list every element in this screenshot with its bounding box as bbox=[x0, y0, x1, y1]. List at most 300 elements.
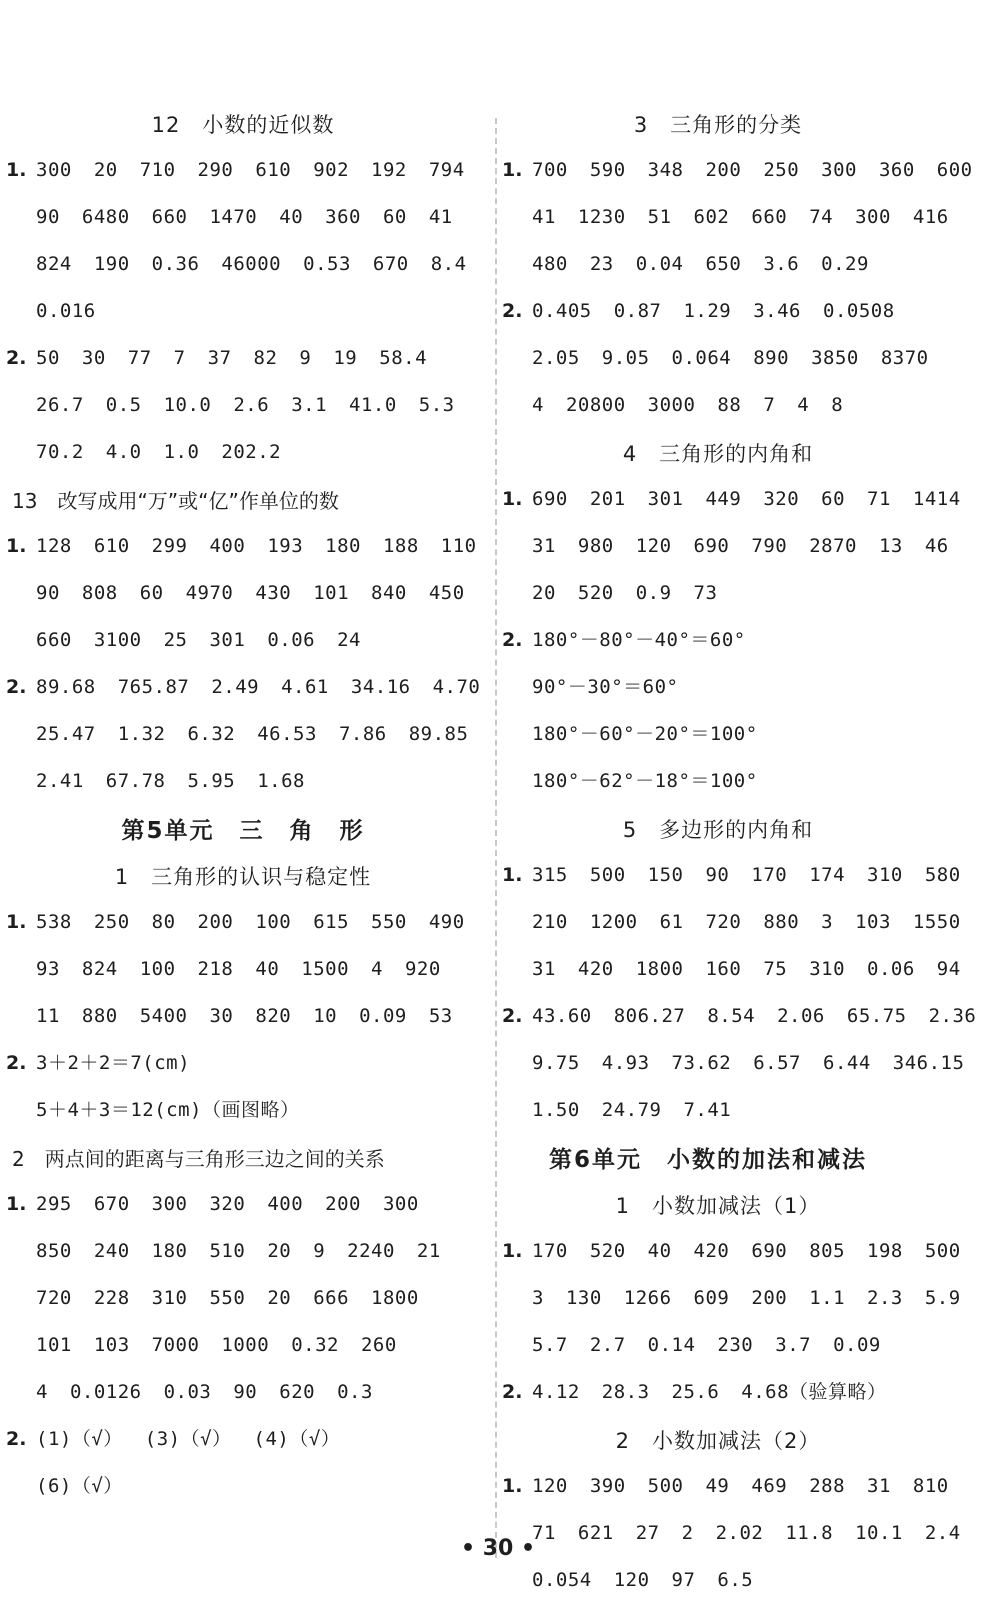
answer-value: 210 bbox=[532, 911, 568, 933]
answer-value: 201 bbox=[589, 488, 626, 510]
exercise-item bbox=[500, 1463, 996, 1604]
answer-value: 4.61 bbox=[281, 676, 329, 698]
unit-title: 第5单元 三 角 形 bbox=[121, 818, 365, 844]
answer-value: 1414 bbox=[912, 488, 961, 510]
exercise-item bbox=[0, 1040, 486, 1134]
answer-value: 3.7 bbox=[775, 1334, 812, 1356]
answer-value: 240 bbox=[93, 1240, 130, 1262]
answer-value: 2240 bbox=[347, 1240, 395, 1262]
answer-value: 100 bbox=[139, 958, 176, 980]
answer-value: 200 bbox=[325, 1193, 361, 1215]
answer-value: 80 bbox=[151, 911, 176, 933]
answer-value: 300 bbox=[855, 206, 891, 228]
answer-row bbox=[0, 429, 486, 476]
exercise-item bbox=[0, 523, 486, 664]
answer-value: 24.79 bbox=[601, 1099, 662, 1121]
answer-value: 3＋2＋2＝7(cm) bbox=[36, 1052, 191, 1074]
answer-value: 290 bbox=[197, 159, 234, 181]
answer-row bbox=[500, 570, 996, 617]
answer-row bbox=[500, 852, 996, 899]
answer-row bbox=[0, 1275, 486, 1322]
answer-value: 2.7 bbox=[589, 1334, 626, 1356]
answer-value: 670 bbox=[93, 1193, 130, 1215]
answer-value: 348 bbox=[647, 159, 684, 181]
answer-value: 2870 bbox=[809, 535, 857, 557]
answer-value: 6480 bbox=[81, 206, 130, 228]
answer-value: 430 bbox=[255, 582, 292, 604]
answer-value: 0.5 bbox=[105, 394, 142, 416]
answer-value: 27 bbox=[635, 1522, 660, 1544]
answer-value: 4 bbox=[532, 394, 544, 416]
answer-value: 720 bbox=[36, 1287, 72, 1309]
answer-row bbox=[0, 664, 486, 711]
answer-row bbox=[0, 1463, 486, 1510]
answer-value: 500 bbox=[647, 1475, 684, 1497]
answer-value: 660 bbox=[751, 206, 788, 228]
answer-value: (6)（√） bbox=[36, 1475, 123, 1497]
answer-value: 0.0508 bbox=[823, 300, 895, 322]
answer-value: 620 bbox=[279, 1381, 316, 1403]
answer-value: 25.6 bbox=[671, 1381, 720, 1403]
answer-value: 9.05 bbox=[601, 347, 650, 369]
answer-value: 1800 bbox=[371, 1287, 419, 1309]
answer-value: 880 bbox=[763, 911, 800, 933]
answer-row bbox=[500, 993, 996, 1040]
answer-value: 74 bbox=[809, 206, 834, 228]
answer-row bbox=[0, 288, 486, 335]
section-title: 1 小数加减法（1） bbox=[615, 1193, 821, 1218]
answer-value: 2.06 bbox=[777, 1005, 825, 1027]
answer-value: 170 bbox=[532, 1240, 568, 1262]
exercise-item bbox=[500, 288, 996, 429]
answer-value: 4970 bbox=[185, 582, 234, 604]
answer-value: 4 bbox=[371, 958, 383, 980]
answer-value: 420 bbox=[693, 1240, 730, 1262]
answer-value: 2.02 bbox=[715, 1522, 764, 1544]
answer-value: 30 bbox=[81, 347, 106, 369]
section bbox=[0, 476, 486, 805]
answer-row bbox=[0, 711, 486, 758]
answer-value: 170 bbox=[751, 864, 788, 886]
answer-value: 28.3 bbox=[601, 1381, 650, 1403]
answer-value: 700 bbox=[532, 159, 568, 181]
answer-value: (1)（√） bbox=[36, 1428, 123, 1450]
exercise-number: 1. bbox=[6, 535, 27, 557]
answer-row bbox=[500, 758, 996, 805]
answer-value: 690 bbox=[693, 535, 730, 557]
answer-value: 88 bbox=[717, 394, 742, 416]
answer-value: 90 bbox=[36, 582, 60, 604]
answer-value: 0.09 bbox=[833, 1334, 881, 1356]
answer-value: 198 bbox=[867, 1240, 903, 1262]
answer-value: 20 bbox=[267, 1287, 292, 1309]
answer-value: 4.0 bbox=[105, 441, 142, 463]
exercise-number: 2. bbox=[502, 629, 523, 651]
answer-value: 41 bbox=[428, 206, 453, 228]
answer-value: 0.06 bbox=[867, 958, 915, 980]
answer-row bbox=[0, 570, 486, 617]
answer-value: 101 bbox=[313, 582, 350, 604]
answer-value: 890 bbox=[753, 347, 790, 369]
answer-value: 806.27 bbox=[613, 1005, 686, 1027]
answer-value: 19 bbox=[333, 347, 358, 369]
answer-row bbox=[0, 1416, 486, 1463]
answer-value: 650 bbox=[705, 253, 742, 275]
answer-value: 40 bbox=[279, 206, 304, 228]
answer-row bbox=[500, 523, 996, 570]
answer-value: 0.3 bbox=[337, 1381, 373, 1403]
answer-value: 5＋4＋3＝12(cm)（画图略） bbox=[36, 1099, 300, 1121]
exercise-number: 1. bbox=[502, 488, 523, 510]
answer-value: 71 bbox=[532, 1522, 556, 1544]
answer-value: 320 bbox=[209, 1193, 246, 1215]
answer-value: 200 bbox=[197, 911, 234, 933]
exercise-number: 1. bbox=[502, 159, 523, 181]
answer-value: 73.62 bbox=[671, 1052, 732, 1074]
answer-value: 20 bbox=[267, 1240, 292, 1262]
answer-row bbox=[500, 946, 996, 993]
answer-value: 301 bbox=[647, 488, 684, 510]
answer-value: 61 bbox=[659, 911, 684, 933]
answer-row bbox=[500, 1040, 996, 1087]
answer-row bbox=[500, 194, 996, 241]
answer-value: 0.87 bbox=[613, 300, 662, 322]
answer-row bbox=[500, 1322, 996, 1369]
answer-value: 13 bbox=[878, 535, 903, 557]
answer-value: 3100 bbox=[93, 629, 142, 651]
answer-row bbox=[500, 664, 996, 711]
answer-value: 7.41 bbox=[683, 1099, 732, 1121]
answer-row bbox=[0, 899, 486, 946]
answer-value: 103 bbox=[93, 1334, 130, 1356]
answer-value: 0.0126 bbox=[69, 1381, 142, 1403]
section bbox=[500, 805, 996, 1134]
answer-value: 11.8 bbox=[785, 1522, 834, 1544]
answer-value: 46.53 bbox=[257, 723, 317, 745]
answer-value: 4 bbox=[797, 394, 810, 416]
answer-value: 1200 bbox=[589, 911, 638, 933]
answer-row bbox=[0, 617, 486, 664]
answer-value: 902 bbox=[313, 159, 350, 181]
answer-value: 0.29 bbox=[821, 253, 869, 275]
answer-value: 2 bbox=[681, 1522, 694, 1544]
exercise-number: 1. bbox=[6, 159, 27, 181]
answer-value: 0.016 bbox=[36, 300, 96, 322]
answer-value: 295 bbox=[36, 1193, 72, 1215]
answer-value: 128 bbox=[36, 535, 72, 557]
exercise-number: 2. bbox=[502, 300, 523, 322]
answer-value: 510 bbox=[209, 1240, 246, 1262]
answer-value: 660 bbox=[36, 629, 72, 651]
answer-value: 53 bbox=[428, 1005, 453, 1027]
exercise-item bbox=[0, 899, 486, 1040]
answer-value: 520 bbox=[577, 582, 614, 604]
answer-value: 51 bbox=[647, 206, 672, 228]
exercise-number: 2. bbox=[6, 347, 27, 369]
answer-value: 75 bbox=[763, 958, 788, 980]
answer-value: 3 bbox=[532, 1287, 544, 1309]
answer-value: 25.47 bbox=[36, 723, 96, 745]
answer-value: 3 bbox=[821, 911, 834, 933]
answer-value: 0.054 bbox=[532, 1569, 592, 1591]
answer-value: 200 bbox=[751, 1287, 788, 1309]
answer-row bbox=[0, 946, 486, 993]
answer-value: 180°－60°－20°＝100° bbox=[532, 723, 758, 745]
answer-value: 260 bbox=[360, 1334, 397, 1356]
answer-value: 1.0 bbox=[163, 441, 200, 463]
answer-value: 8370 bbox=[880, 347, 929, 369]
answer-value: 4 bbox=[36, 1381, 48, 1403]
answer-value: 193 bbox=[267, 535, 304, 557]
answer-value: 538 bbox=[36, 911, 72, 933]
section bbox=[500, 1416, 996, 1604]
answer-value: 300 bbox=[821, 159, 857, 181]
answer-value: 65.75 bbox=[846, 1005, 907, 1027]
answer-value: 1.1 bbox=[809, 1287, 846, 1309]
answer-value: 9 bbox=[313, 1240, 326, 1262]
answer-value: 880 bbox=[81, 1005, 118, 1027]
answer-value: 1266 bbox=[623, 1287, 672, 1309]
answer-value: 40 bbox=[647, 1240, 672, 1262]
answer-value: 9 bbox=[299, 347, 312, 369]
answer-value: 5.3 bbox=[418, 394, 455, 416]
answer-value: 41 bbox=[532, 206, 556, 228]
answer-value: 0.36 bbox=[151, 253, 200, 275]
answer-value: 3.6 bbox=[763, 253, 800, 275]
answer-value: 0.405 bbox=[532, 300, 592, 322]
answer-value: 160 bbox=[705, 958, 742, 980]
answer-value: 1000 bbox=[221, 1334, 270, 1356]
answer-row bbox=[500, 1557, 996, 1604]
answer-value: 400 bbox=[209, 535, 246, 557]
exercise-number: 1. bbox=[502, 1475, 523, 1497]
answer-row bbox=[0, 758, 486, 805]
answer-value: 490 bbox=[428, 911, 465, 933]
answer-value: 310 bbox=[867, 864, 903, 886]
answer-row bbox=[0, 1322, 486, 1369]
answer-value: 20800 bbox=[565, 394, 626, 416]
answer-value: 60 bbox=[382, 206, 407, 228]
answer-value: 190 bbox=[93, 253, 130, 275]
answer-value: 90 bbox=[36, 206, 60, 228]
answer-value: 60 bbox=[139, 582, 164, 604]
answer-value: 416 bbox=[912, 206, 949, 228]
section bbox=[500, 1181, 996, 1416]
answer-value: 25 bbox=[163, 629, 188, 651]
answer-value: 1.29 bbox=[683, 300, 732, 322]
exercise-number: 1. bbox=[6, 911, 27, 933]
answer-value: 4.68（验算略） bbox=[741, 1381, 887, 1403]
answer-value: 710 bbox=[139, 159, 176, 181]
answer-value: 690 bbox=[532, 488, 568, 510]
answer-value: 5400 bbox=[139, 1005, 188, 1027]
answer-value: 820 bbox=[255, 1005, 292, 1027]
answer-value: 5.95 bbox=[187, 770, 236, 792]
answer-value: 20 bbox=[532, 582, 556, 604]
answer-value: 600 bbox=[936, 159, 973, 181]
exercise-number: 2. bbox=[6, 676, 27, 698]
section bbox=[0, 852, 486, 1134]
answer-value: 67.78 bbox=[105, 770, 166, 792]
section bbox=[0, 805, 486, 852]
answer-value: 174 bbox=[809, 864, 846, 886]
answer-value: 500 bbox=[924, 1240, 961, 1262]
section-title: 1 三角形的认识与稳定性 bbox=[114, 864, 372, 889]
answer-value: 1.50 bbox=[532, 1099, 580, 1121]
answer-value: 808 bbox=[81, 582, 118, 604]
answer-value: 10 bbox=[313, 1005, 338, 1027]
answer-value: 26.7 bbox=[36, 394, 84, 416]
answer-value: 660 bbox=[151, 206, 188, 228]
answer-value: 288 bbox=[809, 1475, 846, 1497]
answer-value: 8 bbox=[831, 394, 844, 416]
answer-value: 20 bbox=[93, 159, 118, 181]
answer-value: 150 bbox=[647, 864, 684, 886]
answer-value: 690 bbox=[751, 1240, 788, 1262]
answer-value: 621 bbox=[577, 1522, 614, 1544]
answer-value: 49 bbox=[705, 1475, 730, 1497]
answer-value: 103 bbox=[855, 911, 891, 933]
answer-value: 31 bbox=[867, 1475, 891, 1497]
answer-value: 805 bbox=[809, 1240, 846, 1262]
right-column bbox=[500, 100, 996, 1604]
answer-value: 200 bbox=[705, 159, 742, 181]
answer-value: 218 bbox=[197, 958, 234, 980]
answer-value: 299 bbox=[151, 535, 188, 557]
section bbox=[500, 429, 996, 805]
exercise-item bbox=[500, 617, 996, 805]
answer-value: 10.1 bbox=[855, 1522, 903, 1544]
answer-value: 0.32 bbox=[291, 1334, 339, 1356]
exercise-number: 1. bbox=[6, 1193, 27, 1215]
exercise-number: 2. bbox=[502, 1005, 523, 1027]
answer-value: 0.06 bbox=[267, 629, 316, 651]
answer-row bbox=[500, 617, 996, 664]
answer-value: 0.04 bbox=[635, 253, 684, 275]
answer-value: 180 bbox=[151, 1240, 188, 1262]
answer-value: 3000 bbox=[647, 394, 696, 416]
answer-row bbox=[500, 147, 996, 194]
answer-value: 120 bbox=[635, 535, 672, 557]
exercise-item bbox=[0, 664, 486, 805]
left-column bbox=[0, 100, 486, 1510]
answer-value: 2.41 bbox=[36, 770, 84, 792]
answer-value: 120 bbox=[613, 1569, 650, 1591]
answer-value: 300 bbox=[382, 1193, 419, 1215]
answer-value: 8.54 bbox=[707, 1005, 756, 1027]
answer-value: 1230 bbox=[577, 206, 626, 228]
answer-row bbox=[500, 1228, 996, 1275]
answer-value: 130 bbox=[565, 1287, 602, 1309]
answer-value: 580 bbox=[924, 864, 961, 886]
answer-value: 790 bbox=[751, 535, 788, 557]
answer-value: 0.09 bbox=[359, 1005, 407, 1027]
answer-value: 100 bbox=[255, 911, 292, 933]
answer-row bbox=[0, 1181, 486, 1228]
answer-value: 77 bbox=[127, 347, 152, 369]
answer-value: 58.4 bbox=[379, 347, 428, 369]
answer-value: (4)（√） bbox=[253, 1428, 341, 1450]
answer-value: 24 bbox=[337, 629, 361, 651]
answer-value: 21 bbox=[416, 1240, 441, 1262]
answer-value: 1470 bbox=[209, 206, 258, 228]
answer-row bbox=[0, 1369, 486, 1416]
answer-value: 3.1 bbox=[291, 394, 328, 416]
answer-value: 346.15 bbox=[892, 1052, 965, 1074]
answer-value: 10.0 bbox=[163, 394, 212, 416]
answer-value: 794 bbox=[428, 159, 465, 181]
answer-value: 120 bbox=[532, 1475, 568, 1497]
answer-row bbox=[0, 382, 486, 429]
answer-value: 6.5 bbox=[717, 1569, 754, 1591]
answer-value: 310 bbox=[151, 1287, 188, 1309]
answer-value: 1550 bbox=[912, 911, 961, 933]
answer-value: 300 bbox=[151, 1193, 188, 1215]
answer-value: 5.9 bbox=[924, 1287, 961, 1309]
answer-value: 590 bbox=[589, 159, 626, 181]
page-number: • 30 • bbox=[460, 1536, 536, 1561]
answer-value: 37 bbox=[207, 347, 232, 369]
answer-value: 7000 bbox=[151, 1334, 200, 1356]
exercise-item bbox=[500, 1228, 996, 1369]
answer-value: 824 bbox=[81, 958, 118, 980]
exercise-item bbox=[0, 147, 486, 335]
answer-value: 90 bbox=[233, 1381, 258, 1403]
exercise-item bbox=[500, 852, 996, 993]
answer-value: 300 bbox=[36, 159, 72, 181]
answer-value: 94 bbox=[936, 958, 961, 980]
answer-value: 192 bbox=[371, 159, 407, 181]
answer-value: 2.4 bbox=[924, 1522, 961, 1544]
answer-value: 610 bbox=[93, 535, 130, 557]
answer-value: 43.60 bbox=[532, 1005, 592, 1027]
answer-value: 250 bbox=[763, 159, 800, 181]
answer-value: 666 bbox=[313, 1287, 350, 1309]
answer-value: 602 bbox=[693, 206, 730, 228]
exercise-item bbox=[500, 993, 996, 1134]
answer-value: 2.3 bbox=[867, 1287, 903, 1309]
answer-value: 3850 bbox=[811, 347, 859, 369]
answer-value: 2.36 bbox=[928, 1005, 977, 1027]
answer-value: 610 bbox=[255, 159, 292, 181]
answer-value: 850 bbox=[36, 1240, 72, 1262]
answer-row bbox=[0, 194, 486, 241]
section bbox=[0, 1134, 486, 1510]
answer-value: 1.68 bbox=[257, 770, 305, 792]
answer-value: 97 bbox=[671, 1569, 696, 1591]
answer-value: 71 bbox=[867, 488, 891, 510]
answer-value: 7 bbox=[763, 394, 776, 416]
answer-value: 73 bbox=[693, 582, 718, 604]
answer-value: 315 bbox=[532, 864, 568, 886]
answer-value: 824 bbox=[36, 253, 72, 275]
answer-value: 500 bbox=[589, 864, 626, 886]
answer-value: 82 bbox=[253, 347, 278, 369]
answer-value: 0.064 bbox=[671, 347, 732, 369]
answer-value: 40 bbox=[255, 958, 280, 980]
answer-row bbox=[0, 335, 486, 382]
answer-value: 810 bbox=[912, 1475, 949, 1497]
exercise-number: 2. bbox=[6, 1052, 27, 1074]
answer-row bbox=[500, 1275, 996, 1322]
answer-value: 420 bbox=[577, 958, 614, 980]
answer-value: 228 bbox=[93, 1287, 130, 1309]
section-title: 13 改写成用“万”或“亿”作单位的数 bbox=[12, 489, 339, 513]
answer-value: 400 bbox=[267, 1193, 304, 1215]
exercise-item bbox=[0, 1416, 486, 1510]
answer-row bbox=[0, 1087, 486, 1134]
answer-value: 765.87 bbox=[117, 676, 190, 698]
